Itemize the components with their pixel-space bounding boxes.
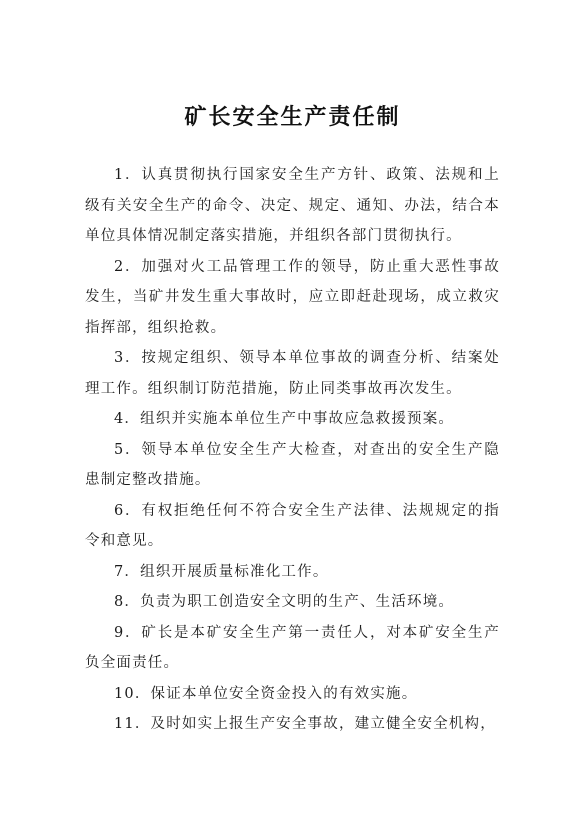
clause-6: 6．有权拒绝任何不符合安全生产法律、法规规定的指令和意见。 <box>85 502 500 549</box>
clause-10: 10．保证本单位安全资金投入的有效实施。 <box>114 685 418 702</box>
clause-9: 9．矿长是本矿安全生产第一责任人，对本矿安全生产负全面责任。 <box>85 624 500 671</box>
clause-11: 11．及时如实上报生产安全事故，建立健全安全机构， <box>114 716 496 732</box>
clause-2: 2．加强对火工品管理工作的领导，防止重大恶性事故发生，当矿井发生重大事故时，应立即赶赴现场，成立救灾指挥部，组织抢救。 <box>85 258 500 336</box>
clause-4: 4．组织并实施本单位生产中事故应急救援预案。 <box>114 411 455 427</box>
clause-7: 7．组织开展质量标准化工作。 <box>114 563 329 580</box>
document-title: 矿长安全生产责任制 <box>184 104 401 130</box>
clause-1: 1．认真贯彻执行国家安全生产方针、政策、法规和上级有关安全生产的命令、决定、规定、通知、办法，结合本单位具体情况制定落实措施，并组织各部门贯彻执行。 <box>85 167 500 244</box>
clause-5: 5．领导本单位安全生产大检查，对查出的安全生产隐患制定整改措施。 <box>85 441 500 488</box>
clause-3: 3．按规定组织、领导本单位事故的调查分析、结案处理工作。组织制订防范措施，防止同类事故再次发生。 <box>85 350 500 397</box>
clause-8: 8．负责为职工创造安全文明的生产、生活环境。 <box>114 594 455 610</box>
clause-list <box>85 160 500 740</box>
